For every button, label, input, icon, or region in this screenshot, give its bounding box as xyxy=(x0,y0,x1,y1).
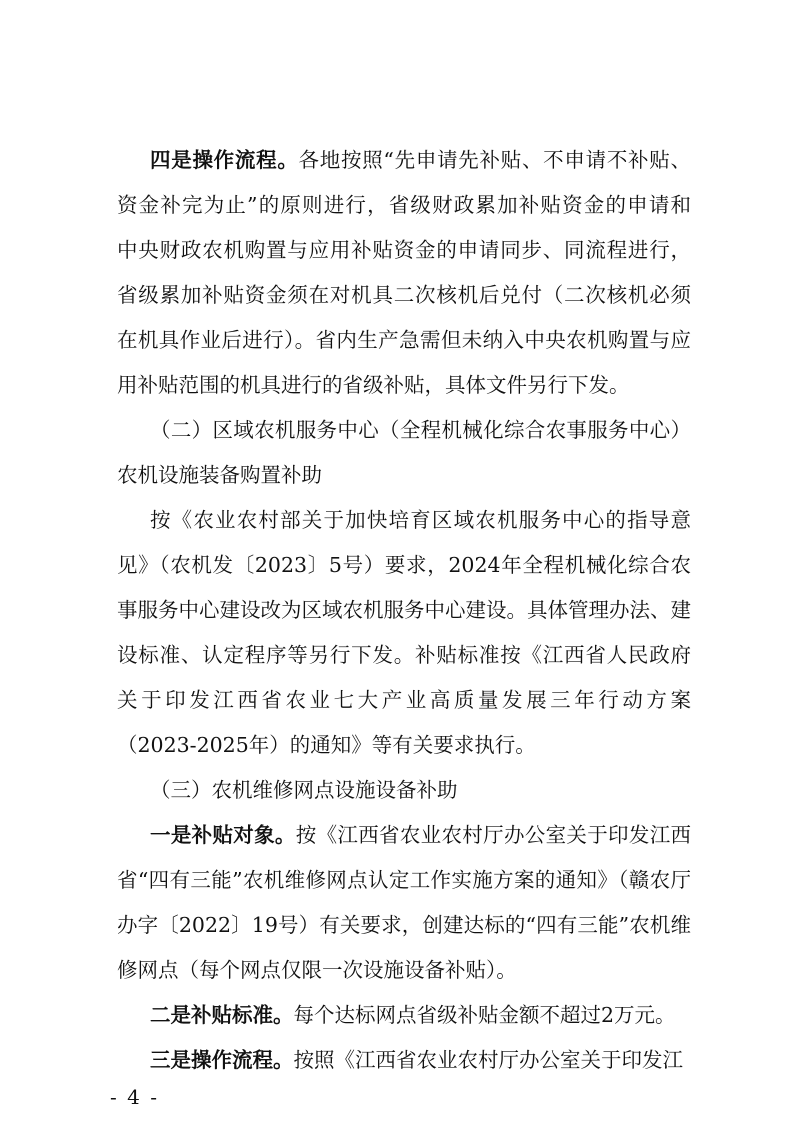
bold-lead: 一是补贴对象。 xyxy=(150,823,296,847)
bold-lead: 三是操作流程。 xyxy=(150,1048,294,1072)
paragraph-line xyxy=(150,817,691,853)
section-heading: 农机设施装备购置补助 xyxy=(117,463,322,487)
paragraph-line: 资金补完为止”的原则进行，省级财政累加补贴资金的申请和 xyxy=(117,193,691,217)
paragraph-line: 省级累加补贴资金须在对机具二次核机后兑付（二次核机必须 xyxy=(117,283,691,307)
paragraph-line: 关于印发江西省农业七大产业高质量发展三年行动方案 xyxy=(117,688,691,712)
paragraph-line: 用补贴范围的机具进行的省级补贴，具体文件另行下发。 xyxy=(117,373,630,397)
bold-lead: 四是操作流程。 xyxy=(150,148,299,172)
paragraph-line: 见》（农机发〔2023〕5号）要求，2024年全程机械化综合农 xyxy=(117,553,691,577)
line-text: 按照《江西省农业农村厅办公室关于印发江 xyxy=(293,1048,683,1072)
paragraph-line: 事服务中心建设改为区域农机服务中心建设。具体管理办法、建 xyxy=(117,598,691,622)
paragraph-line: 省“四有三能”农机维修网点认定工作实施方案的通知》（赣农厅 xyxy=(117,868,691,892)
paragraph-line xyxy=(150,997,691,1033)
line-text: 每个达标网点省级补贴金额不超过2万元。 xyxy=(293,1003,676,1027)
paragraph-line: 在机具作业后进行）。省内生产急需但未纳入中央农机购置与应 xyxy=(117,328,691,352)
paragraph-line: 设标准、认定程序等另行下发。补贴标准按《江西省人民政府 xyxy=(117,643,691,667)
paragraph-line: 按《农业农村部关于加快培育区域农机服务中心的指导意 xyxy=(150,508,691,532)
page-number: - 4 - xyxy=(110,1085,159,1109)
paragraph-line xyxy=(150,1042,691,1078)
paragraph-line: （2023-2025年）的通知》等有关要求执行。 xyxy=(117,733,536,757)
section-heading: （三）农机维修网点设施设备补助 xyxy=(150,778,458,802)
section-heading: （二）区域农机服务中心（全程机械化综合农事服务中心） xyxy=(150,418,691,442)
bold-lead: 二是补贴标准。 xyxy=(150,1003,294,1027)
line-text: 按《江西省农业农村厅办公室关于印发江西 xyxy=(295,823,691,847)
paragraph-line xyxy=(150,142,691,178)
paragraph-line: 修网点（每个网点仅限一次设施设备补贴）。 xyxy=(117,958,517,982)
paragraph-line: 办字〔2022〕19号）有关要求，创建达标的“四有三能”农机维 xyxy=(117,913,691,937)
line-text: 各地按照“先申请先补贴、不申请不补贴、 xyxy=(298,148,691,172)
paragraph-line: 中央财政农机购置与应用补贴资金的申请同步、同流程进行， xyxy=(117,238,691,262)
